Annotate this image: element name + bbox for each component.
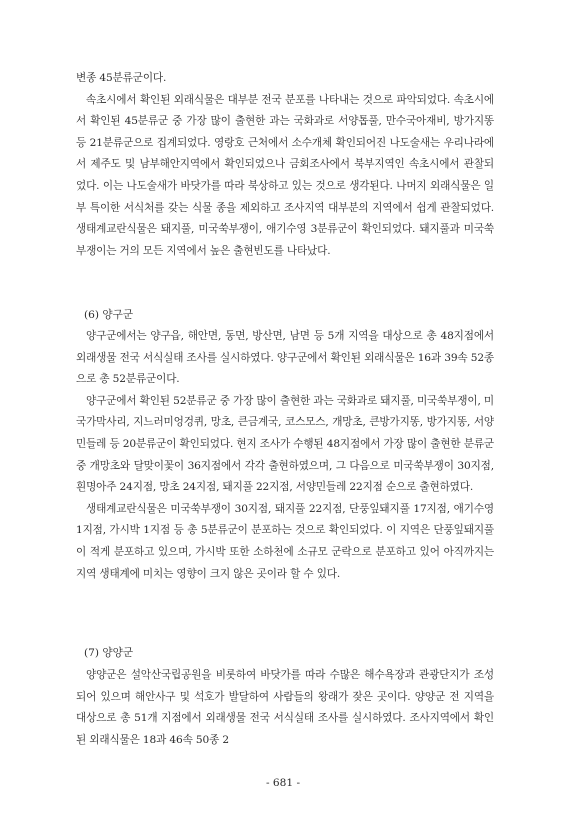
intro-lead-line: 변종 45분류군이다. — [76, 72, 167, 84]
section-heading-yanggu: (6) 양구군 — [84, 309, 134, 321]
page-number: - 681 - — [265, 777, 301, 789]
intro-text — [76, 68, 494, 262]
yangyang-paragraph-1: 양양군은 설악산국립공원을 비롯하여 바닷가를 따라 수많은 해수욕장과 관광단지가 조성되어 있으며 해안사구 및 석호가 발달하여 사람들의 왕래가 잦은 곳이다. 양양군 전 지역을 대상으로 총 51개 지점에서 외래생물 전국 서식실태 조사를 실시하였다. 조사지역에서 확인된 외래식물은 18과 46속 50종 2 — [76, 669, 494, 746]
yanggu-paragraph-1: 양구군에서는 양구읍, 해안면, 동면, 방산면, 남면 등 5개 지역을 대상으로 총 48지점에서 외래생물 전국 서식실태 조사를 실시하였다. 양구군에서 확인된 외래식물은 16과 39속 52종으로 총 52분류군이다. — [76, 330, 494, 386]
section-yangyang-text — [76, 665, 494, 751]
yanggu-paragraph-2: 양구군에서 확인된 52분류군 중 가장 많이 출현한 과는 국화과로 돼지풀, 미국쑥부쟁이, 미국가막사리, 지느러미엉겅퀴, 망초, 큰금계국, 코스모스, 개망초, 큰방가지똥, 방가지똥, 서양민들레 등 20분류군이 확인되었다. 현지 조사가 수행된 48지점에서 가장 많이 출현한 분류군 중 개망초와 달맞이꽃이 36지점에서 각각 출현하였으며, 그 다음으로 미국쑥부쟁이 30지점, 흰명아주 24지점, 망초 24지점, 돼지풀 22지점, 서양민들레 22지점 순으로 출현하였다. — [76, 394, 494, 494]
intro-paragraph: 속초시에서 확인된 외래식물은 대부분 전국 분포를 나타내는 것으로 파악되었다. 속초시에서 확인된 45분류군 중 가장 많이 출현한 과는 국화과로 서양톱풀, 만수국아재비, 방가지똥 등 21분류군으로 집계되었다. 영랑호 근처에서 소수개체 확인되어진 나도술새는 우리나라에서 제주도 및 남부해안지역에서 확인되었으나 금회조사에서 북부지역인 속초시에서 관찰되었다. 이는 나도술새가 바닷가를 따라 북상하고 있는 것으로 생각된다. 나머지 외래식물은 일부 특이한 서식처를 갖는 식물 종을 제외하고 조사지역 대부분의 지역에서 쉽게 관찰되었다. 생태계교란식물은 돼지풀, 미국쑥부쟁이, 애기수영 3분류군이 확인되었다. 돼지풀과 미국쑥부쟁이는 거의 모든 지역에서 높은 출현빈도를 나타났다. — [76, 93, 494, 257]
section-heading-yangyang: (7) 양양군 — [84, 647, 134, 659]
yanggu-paragraph-3: 생태계교란식물은 미국쑥부쟁이 30지점, 돼지풀 22지점, 단풍잎돼지풀 17지점, 애기수영 1지점, 가시박 1지점 등 총 5분류군이 분포하는 것으로 확인되었다. 이 지역은 단풍잎돼지풀이 적게 분포하고 있으며, 가시박 또한 소하천에 소규모 군락으로 분포하고 있어 아직까지는 지역 생태계에 미치는 영향이 크지 않은 곳이라 할 수 있다. — [76, 502, 494, 580]
section-yanggu-text — [76, 326, 494, 585]
